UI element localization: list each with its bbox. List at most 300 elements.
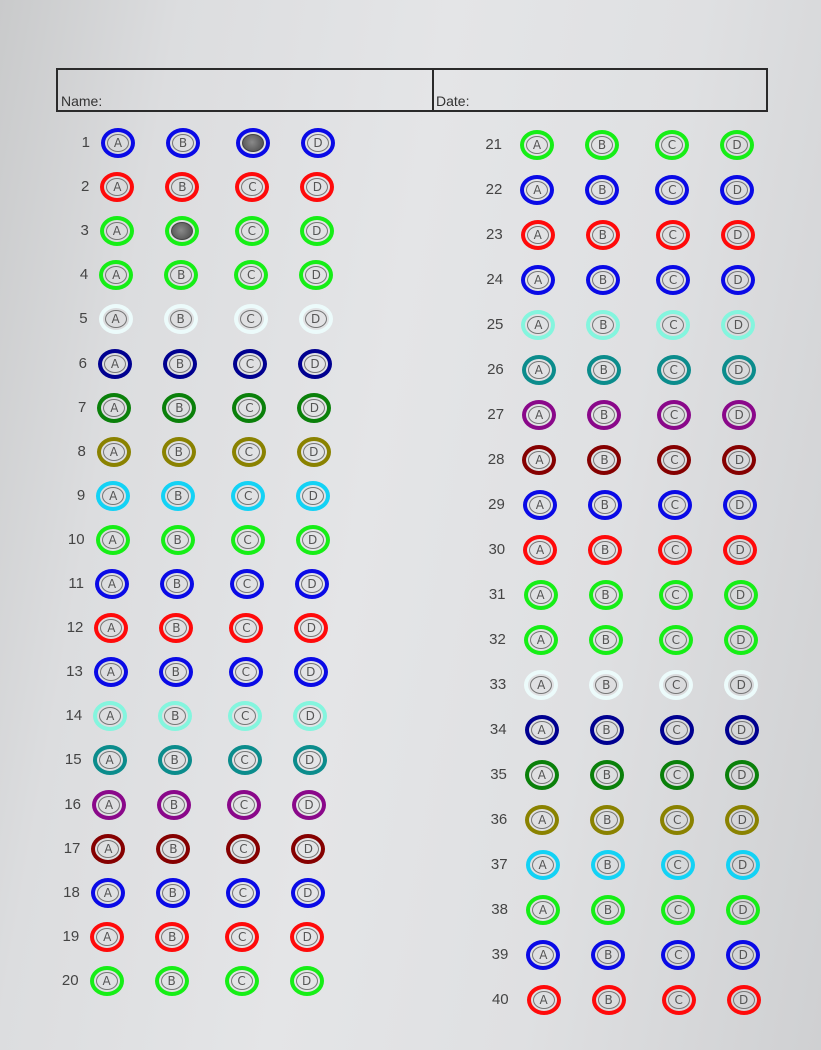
question-number: 4	[79, 266, 89, 284]
answer-bubble-b[interactable]	[588, 535, 622, 565]
choice-letter: D	[727, 316, 749, 334]
answer-bubble-c[interactable]	[234, 304, 268, 334]
choice-letter: D	[299, 707, 321, 725]
answer-bubble-a[interactable]	[96, 481, 130, 511]
answer-bubble-b[interactable]	[591, 850, 625, 880]
question-number: 12	[66, 619, 84, 637]
answer-bubble-c[interactable]	[656, 265, 690, 295]
answer-bubble-d[interactable]	[720, 175, 754, 205]
answer-bubble-c[interactable]	[660, 805, 694, 835]
choice-letter: B	[165, 619, 187, 637]
answer-bubble-d[interactable]	[725, 760, 759, 790]
answer-bubble-a[interactable]	[522, 400, 556, 430]
choice-letter: C	[662, 226, 684, 244]
choice-letter: B	[162, 884, 184, 902]
answer-bubble-b[interactable]	[155, 966, 189, 996]
choice-letter: B	[170, 266, 192, 284]
choice-letter: D	[733, 991, 755, 1009]
choice-letter: B	[594, 541, 616, 559]
answer-bubble-a[interactable]	[520, 175, 554, 205]
choice-letter: A	[97, 884, 119, 902]
answer-bubble-d[interactable]	[724, 670, 758, 700]
choice-letter: A	[99, 751, 121, 769]
answer-bubble-a[interactable]	[521, 310, 555, 340]
choice-letter: B	[595, 586, 617, 604]
answer-bubble-d[interactable]	[720, 130, 754, 160]
answer-bubble-d[interactable]	[300, 216, 334, 246]
answer-bubble-c[interactable]	[655, 175, 689, 205]
answer-bubble-d[interactable]	[726, 850, 760, 880]
answer-bubble-c[interactable]	[660, 715, 694, 745]
answer-bubble-c[interactable]	[234, 260, 268, 290]
choice-letter: B	[592, 271, 614, 289]
answer-bubble-b[interactable]	[590, 715, 624, 745]
answer-bubble-d[interactable]	[295, 569, 329, 599]
answer-bubble-a[interactable]	[95, 569, 129, 599]
answer-bubble-d[interactable]	[291, 878, 325, 908]
choice-letter: A	[528, 451, 550, 469]
choice-letter: D	[300, 619, 322, 637]
answer-bubble-c[interactable]	[225, 922, 259, 952]
choice-letter: A	[98, 796, 120, 814]
question-number: 2	[81, 178, 90, 196]
choice-letter: C	[665, 676, 687, 694]
answer-bubble-d[interactable]	[724, 625, 758, 655]
choice-letter: B	[168, 443, 190, 461]
answer-bubble-a[interactable]	[526, 850, 560, 880]
choice-letter: C	[237, 487, 259, 505]
answer-bubble-b[interactable]	[157, 790, 191, 820]
answer-bubble-b[interactable]	[592, 985, 626, 1015]
answer-bubble-d[interactable]	[300, 172, 334, 202]
answer-bubble-b[interactable]	[591, 895, 625, 925]
choice-letter: A	[106, 178, 128, 196]
choice-letter: A	[531, 721, 553, 739]
choice-letter: D	[732, 856, 754, 874]
answer-bubble-d[interactable]	[292, 790, 326, 820]
choice-letter: A	[529, 541, 551, 559]
choice-letter: D	[728, 406, 750, 424]
answer-bubble-d[interactable]	[294, 657, 328, 687]
answer-bubble-d[interactable]	[293, 701, 327, 731]
choice-letter: A	[526, 181, 548, 199]
answer-bubble-b[interactable]	[586, 310, 620, 340]
choice-letter: A	[526, 136, 548, 154]
answer-bubble-a[interactable]	[524, 625, 558, 655]
name-label: Name:	[61, 93, 103, 109]
question-number: 28	[487, 451, 505, 468]
answer-bubble-a[interactable]	[90, 922, 124, 952]
choice-letter: D	[732, 901, 754, 919]
answer-bubble-a[interactable]	[520, 130, 554, 160]
answer-bubble-c[interactable]	[659, 580, 693, 610]
answer-bubble-c[interactable]	[235, 172, 269, 202]
answer-bubble-a[interactable]	[522, 355, 556, 385]
choice-letter: B	[593, 361, 615, 379]
answer-bubble-b[interactable]	[166, 128, 200, 158]
choice-letter: A	[104, 355, 126, 373]
answer-bubble-c[interactable]	[658, 535, 692, 565]
choice-letter: A	[106, 222, 128, 240]
choice-letter: D	[732, 946, 754, 964]
answer-bubble-c[interactable]	[232, 437, 266, 467]
answer-bubble-c[interactable]	[661, 850, 695, 880]
answer-bubble-b[interactable]	[164, 304, 198, 334]
answer-bubble-a[interactable]	[523, 490, 557, 520]
question-number: 31	[488, 586, 506, 603]
choice-letter: A	[533, 991, 555, 1009]
choice-letter: D	[730, 631, 752, 649]
answer-bubble-d[interactable]	[299, 304, 333, 334]
answer-bubble-b[interactable]	[162, 393, 196, 423]
answer-bubble-c[interactable]	[236, 128, 270, 158]
choice-letter: B	[594, 496, 616, 514]
answer-bubble-b[interactable]	[164, 260, 198, 290]
question-number: 29	[488, 496, 505, 513]
answer-bubble-c[interactable]	[657, 355, 691, 385]
answer-bubble-a[interactable]	[521, 220, 555, 250]
answer-bubble-c[interactable]	[655, 130, 689, 160]
question-number: 34	[489, 721, 507, 738]
choice-letter: B	[598, 991, 620, 1009]
question-number: 16	[64, 795, 81, 813]
choice-letter: B	[167, 487, 189, 505]
answer-bubble-a[interactable]	[526, 940, 560, 970]
answer-bubble-d[interactable]	[722, 445, 756, 475]
choice-letter: C	[662, 316, 684, 334]
answer-bubble-b[interactable]	[159, 657, 193, 687]
answer-bubble-a[interactable]	[524, 670, 558, 700]
answer-bubble-b[interactable]	[586, 265, 620, 295]
answer-bubble-a[interactable]	[99, 304, 133, 334]
answer-bubble-a[interactable]	[521, 265, 555, 295]
answer-bubble-b[interactable]	[165, 216, 199, 246]
question-number: 33	[489, 676, 507, 693]
answer-bubble-b[interactable]	[162, 437, 196, 467]
answer-bubble-d[interactable]	[297, 437, 331, 467]
choice-letter: B	[595, 676, 617, 694]
answer-bubble-c[interactable]	[659, 670, 693, 700]
choice-letter: A	[531, 766, 553, 784]
choice-letter: B	[592, 316, 614, 334]
answer-bubble-c[interactable]	[233, 349, 267, 379]
choice-letter: C	[662, 271, 684, 289]
choice-letter: B	[597, 946, 619, 964]
choice-letter: A	[105, 310, 127, 328]
answer-bubble-d[interactable]	[723, 535, 757, 565]
question-number: 9	[76, 486, 86, 504]
answer-bubble-a[interactable]	[100, 216, 134, 246]
choice-letter	[242, 134, 264, 152]
question-number: 17	[63, 839, 81, 857]
question-number: 37	[490, 856, 508, 873]
answer-bubble-b[interactable]	[588, 490, 622, 520]
answer-bubble-c[interactable]	[232, 393, 266, 423]
choice-letter: D	[306, 178, 328, 196]
answer-bubble-a[interactable]	[90, 966, 124, 996]
answer-bubble-b[interactable]	[165, 172, 199, 202]
choice-letter: B	[161, 972, 183, 990]
answer-bubble-b[interactable]	[589, 625, 623, 655]
choice-letter: A	[99, 707, 121, 725]
choice-letter: D	[728, 361, 750, 379]
choice-letter: C	[234, 707, 256, 725]
choice-letter: A	[532, 901, 554, 919]
question-number: 8	[77, 442, 86, 460]
answer-bubble-d[interactable]	[721, 265, 755, 295]
choice-letter: B	[169, 355, 191, 373]
choice-letter: B	[170, 310, 192, 328]
choice-letter: D	[731, 811, 753, 829]
answer-bubble-c[interactable]	[229, 657, 263, 687]
answer-bubble-a[interactable]	[91, 834, 125, 864]
choice-letter: D	[728, 451, 750, 469]
answer-bubble-c[interactable]	[656, 310, 690, 340]
choice-letter: A	[96, 972, 118, 990]
choice-letter: B	[597, 901, 619, 919]
answer-bubble-c[interactable]	[228, 701, 262, 731]
choice-letter: A	[107, 134, 129, 152]
answer-bubble-a[interactable]	[101, 128, 135, 158]
answer-bubble-d[interactable]	[722, 355, 756, 385]
choice-letter: A	[529, 496, 551, 514]
answer-bubble-b[interactable]	[589, 670, 623, 700]
answer-bubble-b[interactable]	[589, 580, 623, 610]
question-number: 25	[486, 316, 504, 333]
answer-bubble-a[interactable]	[524, 580, 558, 610]
choice-letter: D	[297, 884, 319, 902]
choice-letter: C	[234, 751, 256, 769]
answer-bubble-c[interactable]	[659, 625, 693, 655]
answer-bubble-b[interactable]	[585, 175, 619, 205]
answer-bubble-a[interactable]	[522, 445, 556, 475]
answer-bubble-d[interactable]	[726, 895, 760, 925]
answer-bubble-d[interactable]	[296, 525, 330, 555]
question-number: 15	[64, 751, 82, 769]
answer-bubble-d[interactable]	[301, 128, 335, 158]
answer-bubble-b[interactable]	[163, 349, 197, 379]
question-number: 18	[63, 883, 80, 901]
answer-bubble-a[interactable]	[525, 715, 559, 745]
choice-letter: C	[238, 443, 260, 461]
answer-bubble-d[interactable]	[727, 985, 761, 1015]
answer-bubble-a[interactable]	[97, 437, 131, 467]
answer-bubble-b[interactable]	[587, 400, 621, 430]
choice-letter: C	[232, 884, 254, 902]
answer-bubble-c[interactable]	[227, 790, 261, 820]
answer-bubble-a[interactable]	[525, 760, 559, 790]
answer-bubble-c[interactable]	[657, 445, 691, 475]
choice-letter: A	[102, 531, 124, 549]
answer-bubble-d[interactable]	[725, 715, 759, 745]
choice-letter	[171, 222, 193, 240]
answer-bubble-b[interactable]	[161, 481, 195, 511]
choice-letter: C	[666, 766, 688, 784]
answer-bubble-d[interactable]	[296, 481, 330, 511]
answer-bubble-a[interactable]	[93, 745, 127, 775]
question-number: 32	[489, 631, 506, 648]
answer-bubble-d[interactable]	[726, 940, 760, 970]
answer-bubble-c[interactable]	[226, 834, 260, 864]
choice-letter: D	[730, 676, 752, 694]
answer-bubble-a[interactable]	[526, 895, 560, 925]
choice-letter: A	[530, 586, 552, 604]
answer-bubble-a[interactable]	[523, 535, 557, 565]
choice-letter: C	[238, 399, 260, 417]
choice-letter: D	[305, 310, 327, 328]
answer-bubble-d[interactable]	[290, 966, 324, 996]
choice-letter: B	[596, 766, 618, 784]
answer-bubble-b[interactable]	[587, 355, 621, 385]
answer-bubble-c[interactable]	[660, 760, 694, 790]
answer-bubble-d[interactable]	[723, 490, 757, 520]
choice-letter: C	[663, 451, 685, 469]
question-number: 10	[67, 530, 85, 548]
answer-bubble-a[interactable]	[98, 349, 132, 379]
choice-letter: D	[298, 796, 320, 814]
choice-letter: D	[302, 531, 324, 549]
choice-letter: A	[530, 676, 552, 694]
choice-letter: B	[171, 178, 193, 196]
choice-letter: B	[167, 531, 189, 549]
question-number: 1	[81, 134, 90, 151]
date-label: Date:	[436, 93, 470, 109]
answer-bubble-b[interactable]	[156, 878, 190, 908]
answer-bubble-d[interactable]	[724, 580, 758, 610]
answer-bubble-c[interactable]	[228, 745, 262, 775]
choice-letter: A	[97, 840, 119, 858]
choice-letter: C	[664, 496, 686, 514]
answer-bubble-a[interactable]	[527, 985, 561, 1015]
answer-bubble-a[interactable]	[97, 393, 131, 423]
answer-bubble-a[interactable]	[100, 172, 134, 202]
answer-bubble-d[interactable]	[722, 400, 756, 430]
answer-bubble-c[interactable]	[662, 985, 696, 1015]
choice-letter: C	[241, 222, 263, 240]
choice-letter: B	[593, 406, 615, 424]
answer-bubble-d[interactable]	[293, 745, 327, 775]
header-box	[56, 68, 768, 112]
choice-letter: D	[731, 721, 753, 739]
choice-letter: D	[729, 541, 751, 559]
answer-bubble-c[interactable]	[656, 220, 690, 250]
answer-bubble-b[interactable]	[586, 220, 620, 250]
answer-bubble-d[interactable]	[721, 310, 755, 340]
answer-bubble-b[interactable]	[160, 569, 194, 599]
answer-bubble-d[interactable]	[297, 393, 331, 423]
answer-bubble-b[interactable]	[159, 613, 193, 643]
header-divider	[432, 70, 434, 110]
choice-letter: C	[661, 181, 683, 199]
answer-bubble-b[interactable]	[158, 745, 192, 775]
choice-letter: C	[235, 619, 257, 637]
answer-bubble-a[interactable]	[92, 790, 126, 820]
answer-bubble-b[interactable]	[161, 525, 195, 555]
answer-bubble-d[interactable]	[290, 922, 324, 952]
choice-letter: B	[596, 811, 618, 829]
answer-bubble-b[interactable]	[591, 940, 625, 970]
choice-letter: C	[233, 796, 255, 814]
answer-bubble-b[interactable]	[155, 922, 189, 952]
question-number: 6	[78, 354, 87, 372]
choice-letter: C	[231, 928, 253, 946]
answer-bubble-b[interactable]	[590, 805, 624, 835]
answer-bubble-c[interactable]	[657, 400, 691, 430]
answer-bubble-d[interactable]	[294, 613, 328, 643]
choice-letter: B	[591, 181, 613, 199]
answer-bubble-c[interactable]	[661, 940, 695, 970]
answer-bubble-b[interactable]	[158, 701, 192, 731]
answer-bubble-c[interactable]	[661, 895, 695, 925]
answer-bubble-d[interactable]	[299, 260, 333, 290]
answer-bubble-a[interactable]	[96, 525, 130, 555]
answer-bubble-c[interactable]	[231, 481, 265, 511]
answer-bubble-a[interactable]	[525, 805, 559, 835]
answer-bubble-c[interactable]	[235, 216, 269, 246]
question-number: 3	[80, 222, 89, 240]
choice-letter: A	[103, 443, 125, 461]
question-number: 22	[485, 181, 503, 198]
choice-letter: D	[299, 751, 321, 769]
answer-bubble-a[interactable]	[94, 657, 128, 687]
answer-bubble-d[interactable]	[291, 834, 325, 864]
choice-letter: C	[668, 991, 690, 1009]
choice-letter: C	[232, 840, 254, 858]
answer-bubble-b[interactable]	[587, 445, 621, 475]
answer-bubble-c[interactable]	[231, 525, 265, 555]
answer-bubble-a[interactable]	[94, 613, 128, 643]
answer-bubble-c[interactable]	[229, 613, 263, 643]
answer-bubble-b[interactable]	[156, 834, 190, 864]
question-number: 7	[78, 398, 87, 416]
answer-bubble-d[interactable]	[725, 805, 759, 835]
choice-letter: A	[100, 663, 122, 681]
choice-letter: A	[96, 928, 118, 946]
choice-letter: D	[307, 134, 329, 152]
choice-letter: C	[666, 811, 688, 829]
choice-letter: B	[172, 134, 194, 152]
choice-letter: D	[302, 487, 324, 505]
choice-letter: B	[592, 226, 614, 244]
choice-letter: A	[530, 631, 552, 649]
answer-bubble-b[interactable]	[585, 130, 619, 160]
choice-letter: C	[667, 901, 689, 919]
choice-letter: C	[667, 946, 689, 964]
choice-letter: A	[528, 361, 550, 379]
choice-letter: D	[300, 663, 322, 681]
answer-bubble-a[interactable]	[93, 701, 127, 731]
answer-bubble-c[interactable]	[225, 966, 259, 996]
choice-letter: D	[306, 222, 328, 240]
choice-letter: B	[164, 751, 186, 769]
question-number: 35	[490, 766, 507, 783]
answer-bubble-c[interactable]	[230, 569, 264, 599]
choice-letter: D	[730, 586, 752, 604]
answer-bubble-d[interactable]	[298, 349, 332, 379]
choice-letter: A	[531, 811, 553, 829]
answer-bubble-c[interactable]	[226, 878, 260, 908]
choice-letter: B	[163, 796, 185, 814]
question-number: 21	[485, 136, 502, 153]
answer-bubble-a[interactable]	[99, 260, 133, 290]
question-number: 40	[491, 991, 509, 1008]
answer-bubble-a[interactable]	[91, 878, 125, 908]
question-number: 39	[491, 946, 509, 963]
answer-bubble-c[interactable]	[658, 490, 692, 520]
choice-letter: D	[731, 766, 753, 784]
answer-bubble-b[interactable]	[590, 760, 624, 790]
answer-bubble-d[interactable]	[721, 220, 755, 250]
